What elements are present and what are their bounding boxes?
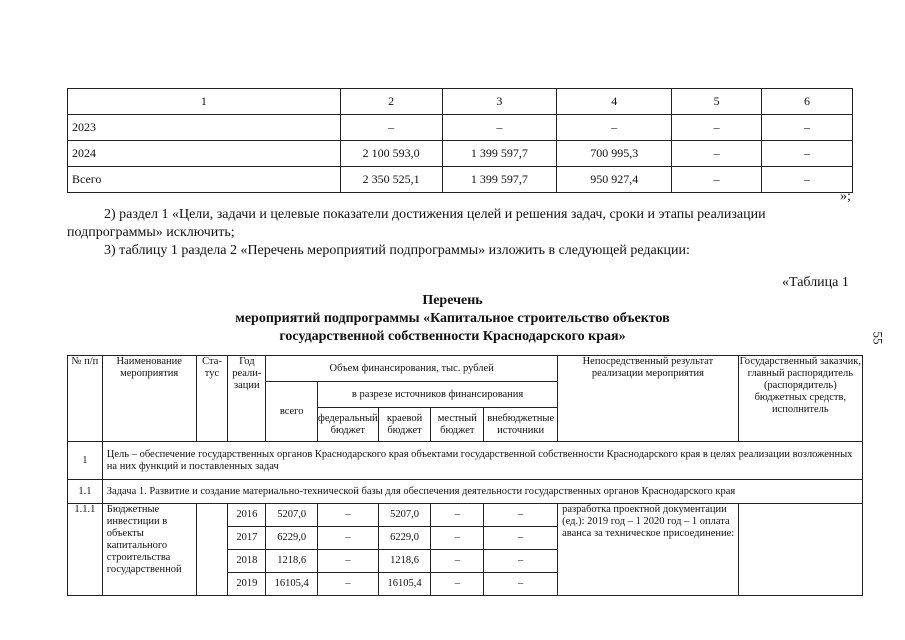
goal-row bbox=[68, 442, 863, 480]
header-volume: Объем финансирования, тыс. рублей bbox=[266, 356, 558, 382]
header-cell: 6 bbox=[762, 89, 853, 115]
regional-cell: 16105,4 bbox=[378, 573, 431, 596]
total-cell: 16105,4 bbox=[266, 573, 318, 596]
table-row bbox=[68, 115, 853, 141]
task-text: Задача 1. Развитие и создание материально-технической базы для обеспечения деятельности государственных органов Краснодарского края bbox=[102, 480, 862, 504]
paragraph-3: 3) таблицу 1 раздела 2 «Перечень мероприятий подпрограммы» изложить в следующей редакции: bbox=[104, 243, 690, 258]
year-cell: 2019 bbox=[228, 573, 266, 596]
header-offbudget: внебюджетные источники bbox=[484, 408, 558, 442]
header-cell: 5 bbox=[672, 89, 762, 115]
value-cell: – bbox=[557, 115, 672, 141]
year-cell: 2024 bbox=[68, 141, 341, 167]
budget-summary-table bbox=[67, 88, 853, 193]
year-cell: 2023 bbox=[68, 115, 341, 141]
value-cell: 950 927,4 bbox=[557, 167, 672, 193]
value-cell: – bbox=[762, 141, 853, 167]
header-cell: 3 bbox=[442, 89, 557, 115]
page-title: Перечень bbox=[422, 293, 483, 308]
table-row bbox=[68, 141, 853, 167]
header-cell: 2 bbox=[340, 89, 442, 115]
local-cell: – bbox=[431, 573, 484, 596]
closing-quote: »; bbox=[840, 189, 851, 204]
total-cell: 1218,6 bbox=[266, 550, 318, 573]
value-cell: 2 100 593,0 bbox=[340, 141, 442, 167]
value-cell: – bbox=[672, 167, 762, 193]
header-year: Год реали-зации bbox=[228, 356, 266, 442]
header-local: местный бюджет bbox=[431, 408, 484, 442]
goal-number: 1 bbox=[68, 442, 103, 480]
federal-cell: – bbox=[318, 527, 379, 550]
local-cell: – bbox=[431, 550, 484, 573]
offbudget-cell: – bbox=[484, 504, 558, 527]
year-cell: Всего bbox=[68, 167, 341, 193]
offbudget-cell: – bbox=[484, 573, 558, 596]
federal-cell: – bbox=[318, 550, 379, 573]
header-no: № п/п bbox=[68, 356, 103, 442]
year-cell: 2018 bbox=[228, 550, 266, 573]
value-cell: – bbox=[762, 115, 853, 141]
header-regional: краевой бюджет bbox=[378, 408, 431, 442]
regional-cell: 6229,0 bbox=[378, 527, 431, 550]
value-cell: 1 399 597,7 bbox=[442, 141, 557, 167]
offbudget-cell: – bbox=[484, 550, 558, 573]
table-label: «Таблица 1 bbox=[782, 275, 849, 290]
table-header-row bbox=[68, 356, 863, 382]
header-sources: в разрезе источников финансирования bbox=[318, 382, 558, 408]
regional-cell: 5207,0 bbox=[378, 504, 431, 527]
local-cell: – bbox=[431, 504, 484, 527]
table-row bbox=[68, 167, 853, 193]
value-cell: 2 350 525,1 bbox=[340, 167, 442, 193]
activities-table bbox=[67, 355, 863, 596]
federal-cell: – bbox=[318, 504, 379, 527]
item-number: 1.1.1 bbox=[68, 504, 103, 596]
table-header-row bbox=[68, 89, 853, 115]
table-row bbox=[68, 504, 863, 527]
header-name: Наименование мероприятия bbox=[102, 356, 196, 442]
value-cell: – bbox=[672, 115, 762, 141]
goal-text: Цель – обеспечение государственных органов Краснодарского края объектами государственной собственности Краснодарского края в целях реализации возложенных на них функций и поставленных задач bbox=[102, 442, 862, 480]
header-result: Непосредственный результат реализации мероприятия bbox=[558, 356, 739, 442]
header-total: всего bbox=[266, 382, 318, 442]
value-cell: 1 399 597,7 bbox=[442, 167, 557, 193]
value-cell: – bbox=[442, 115, 557, 141]
year-cell: 2017 bbox=[228, 527, 266, 550]
header-customer: Государственный заказчик, главный распорядитель (распорядитель) бюджетных средств, исполнитель bbox=[738, 356, 862, 442]
header-cell: 1 bbox=[68, 89, 341, 115]
regional-cell: 1218,6 bbox=[378, 550, 431, 573]
item-status bbox=[196, 504, 228, 596]
item-customer bbox=[738, 504, 862, 596]
header-status: Ста-тус bbox=[196, 356, 228, 442]
value-cell: – bbox=[340, 115, 442, 141]
title-line-3: государственной собственности Краснодарского края» bbox=[279, 329, 626, 344]
item-name: Бюджетные инвестиции в объекты капитального строительства государственной bbox=[102, 504, 196, 596]
task-row bbox=[68, 480, 863, 504]
total-cell: 6229,0 bbox=[266, 527, 318, 550]
paragraph-2-line-1: 2) раздел 1 «Цели, задачи и целевые показатели достижения целей и решения задач, сроки и этапы реализации bbox=[104, 207, 766, 222]
title-line-2: мероприятий подпрограммы «Капитальное строительство объектов bbox=[235, 311, 670, 326]
page-number: 55 bbox=[870, 331, 886, 345]
header-cell: 4 bbox=[557, 89, 672, 115]
local-cell: – bbox=[431, 527, 484, 550]
task-number: 1.1 bbox=[68, 480, 103, 504]
year-cell: 2016 bbox=[228, 504, 266, 527]
value-cell: – bbox=[762, 167, 853, 193]
value-cell: 700 995,3 bbox=[557, 141, 672, 167]
paragraph-2-line-2: подпрограммы» исключить; bbox=[67, 225, 235, 240]
total-cell: 5207,0 bbox=[266, 504, 318, 527]
offbudget-cell: – bbox=[484, 527, 558, 550]
value-cell: – bbox=[672, 141, 762, 167]
item-result: разработка проектной документации (ед.): 2019 год – 1 2020 год – 1 оплата аванса за техническое присоединение: bbox=[558, 504, 739, 596]
federal-cell: – bbox=[318, 573, 379, 596]
header-federal: федеральный бюджет bbox=[318, 408, 379, 442]
